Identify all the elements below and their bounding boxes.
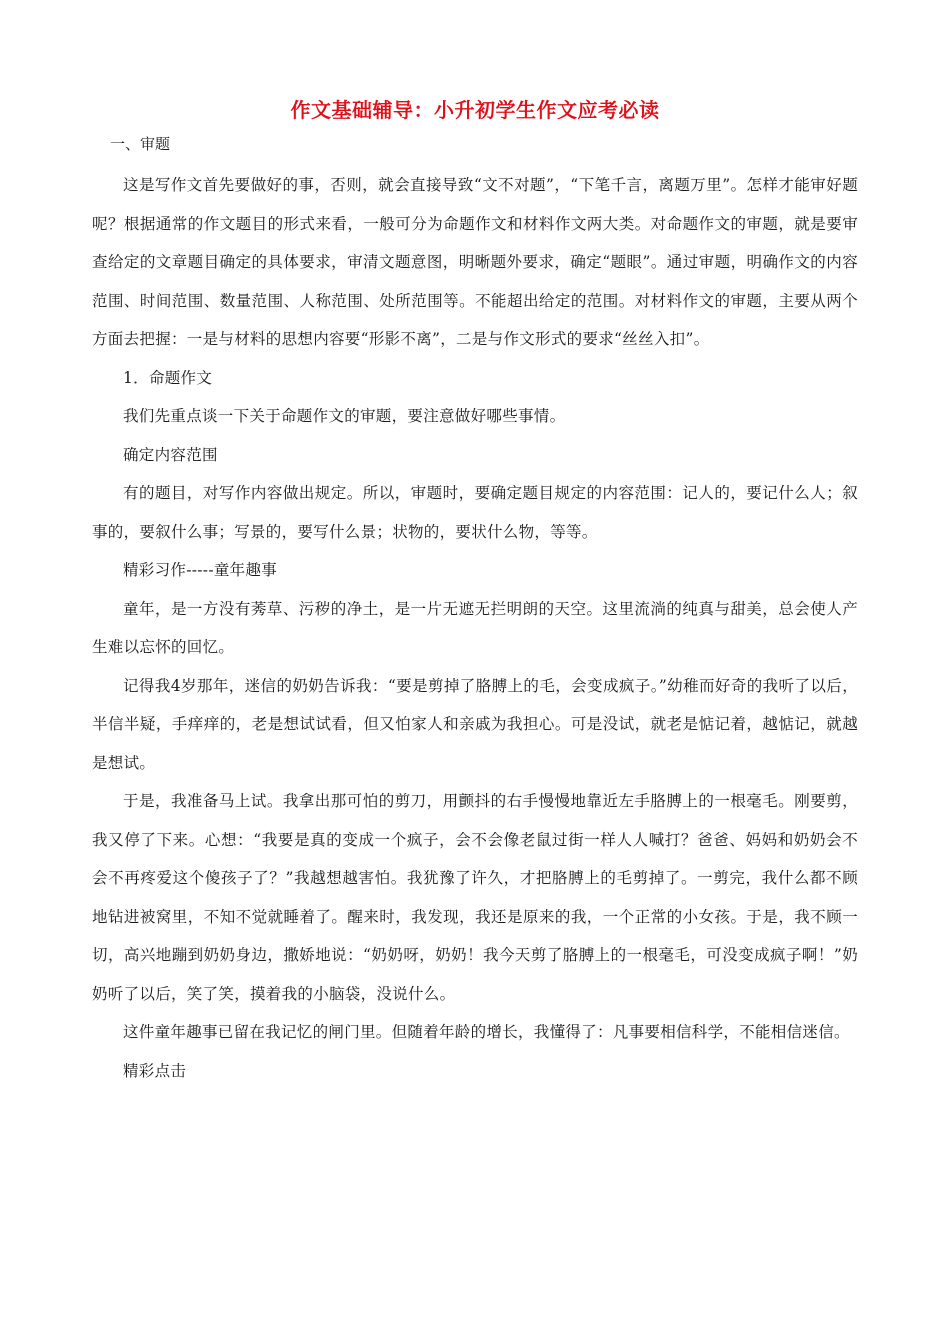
section-heading-shenti: 一、审题	[110, 135, 171, 153]
subheading-commentary: 精彩点击	[123, 1061, 187, 1080]
paragraph-content-range: 有的题目，对写作内容做出规定。所以，审题时，要确定题目规定的内容范围：记人的，要记什么人；叙事的，要叙什么事；写景的，要写什么景；状物的，要状什么物，等等。	[92, 484, 858, 541]
subheading-sample-essay: 精彩习作-----童年趣事	[123, 561, 278, 579]
subheading-content-range: 确定内容范围	[123, 445, 218, 464]
subheading-mingti-zuowen: 1．命题作文	[123, 368, 213, 387]
paragraph-essay-3: 于是，我准备马上试。我拿出那可怕的剪刀，用颤抖的右手慢慢地靠近左手胳膊上的一根毫毛。刚要剪，我又停了下来。心想：“我要是真的变成一个疯子，会不会像老鼠过街一样人人喊打？爸爸、妈妈和奶奶会不会不再疼爱这个傻孩子了？”我越想越害怕。我犹豫了许久，才把胳膊上的毛剪掉了。一剪完，我什么都不顾地钻进被窝里，不知不觉就睡着了。醒来时，我发现，我还是原来的我，一个正常的小女孩。于是，我不顾一切，高兴地蹦到奶奶身边，撒娇地说：“奶奶呀，奶奶！我今天剪了胳膊上的一根毫毛，可没变成疯子啊！”奶奶听了以后，笑了笑，摸着我的小脑袋，没说什么。	[92, 792, 858, 1003]
paragraph-essay-1: 童年，是一方没有莠草、污秽的净土，是一片无遮无拦明朗的天空。这里流淌的纯真与甜美，总会使人产生难以忘怀的回忆。	[92, 599, 858, 656]
document-title: 作文基础辅导：小升初学生作文应考必读	[290, 98, 660, 122]
paragraph-mingti-intro: 我们先重点谈一下关于命题作文的审题，要注意做好哪些事情。	[123, 407, 566, 425]
paragraph-essay-2: 记得我4岁那年，迷信的奶奶告诉我：“要是剪掉了胳膊上的毛，会变成疯子。”幼稚而好奇的我听了以后，半信半疑，手痒痒的，老是想试试看，但又怕家人和亲戚为我担心。可是没试，就老是惦记着，越惦记，就越是想试。	[92, 676, 858, 772]
paragraph-intro: 这是写作文首先要做好的事，否则，就会直接导致“文不对题”，“下笔千言，离题万里”。怎样才能审好题呢？根据通常的作文题目的形式来看，一般可分为命题作文和材料作文两大类。对命题作文的审题，就是要审查给定的文章题目确定的具体要求，审清文题意图，明晰题外要求，确定“题眼”。通过审题，明确作文的内容范围、时间范围、数量范围、人称范围、处所范围等。不能超出给定的范围。对材料作文的审题，主要从两个方面去把握：一是与材料的思想内容要“形影不离”，二是与作文形式的要求“丝丝入扣”。	[92, 176, 858, 348]
paragraph-essay-4: 这件童年趣事已留在我记忆的闸门里。但随着年龄的增长，我懂得了：凡事要相信科学，不能相信迷信。	[123, 1023, 850, 1041]
document-page	[92, 96, 858, 1090]
